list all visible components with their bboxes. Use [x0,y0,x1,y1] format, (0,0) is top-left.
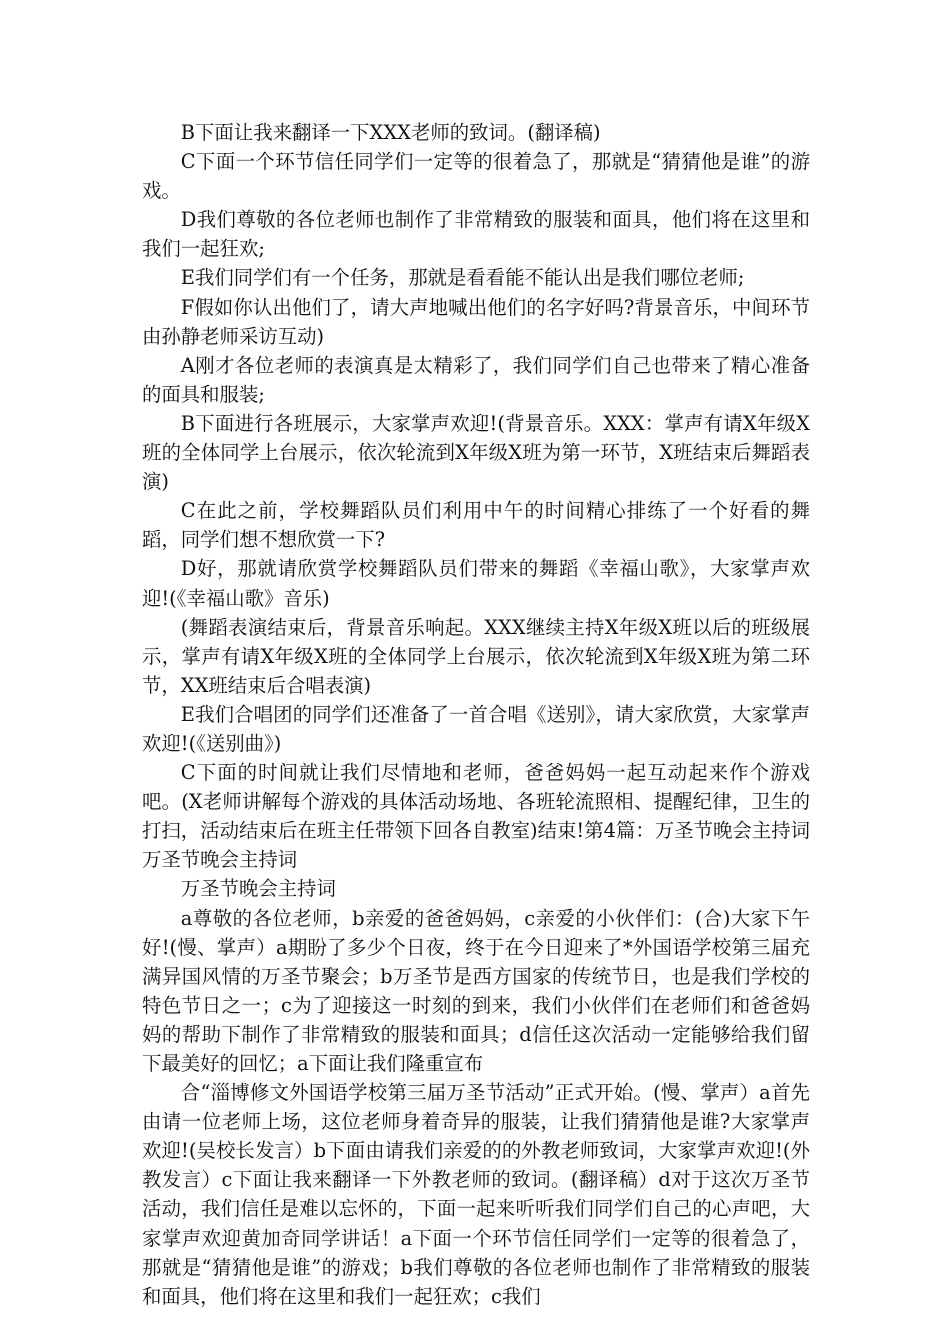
paragraph: C下面的时间就让我们尽情地和老师，爸爸妈妈一起互动起来作个游戏吧。(X老师讲解每个游戏的具体活动场地、各班轮流照相、提醒纪律，卫生的打扫，活动结束后在班主任带领下回各自教室)结束!第4篇：万圣节晚会主持词万圣节晚会主持词 [142,761,810,872]
paragraph: F假如你认出他们了，请大声地喊出他们的名字好吗?背景音乐，中间环节由孙静老师采访互动) [142,295,810,348]
paragraph: a尊敬的各位老师，b亲爱的爸爸妈妈，c亲爱的小伙伴们：(合)大家下午好!(慢、掌声）a期盼了多少个日夜，终于在今日迎来了*外国语学校第三届充满异国风情的万圣节聚会；b万圣节是西方国家的传统节日，也是我们学校的特色节日之一；c为了迎接这一时刻的到来，我们小伙伴们在老师们和爸爸妈妈的帮助下制作了非常精致的服装和面具；d信任这次活动一定能够给我们留下最美好的回忆；a下面让我们隆重宣布 [142,906,810,1075]
paragraph: C在此之前，学校舞蹈队员们利用中午的时间精心排练了一个好看的舞蹈，同学们想不想欣赏一下? [142,499,810,552]
paragraph: 合“淄博修文外国语学校第三届万圣节活动”正式开始。(慢、掌声）a首先由请一位老师上场，这位老师身着奇异的服装，让我们猜猜他是谁?大家掌声欢迎!(吴校长发言）b下面由请我们亲爱的的外教老师致词，大家掌声欢迎!(外教发言）c下面让我来翻译一下外教老师的致词。(翻译稿）d对于这次万圣节活动，我们信任是难以忘怀的，下面一起来听听我们同学们自己的心声吧，大家掌声欢迎黄加奇同学讲话！a下面一个环节信任同学们一定等的很着急了，那就是“猜猜他是谁”的游戏；b我们尊敬的各位老师也制作了非常精致的服装和面具，他们将在这里和我们一起狂欢；c我们 [142,1081,810,1308]
section-heading: 万圣节晚会主持词 [180,877,336,901]
paragraph: C下面一个环节信任同学们一定等的很着急了，那就是“猜猜他是谁”的游戏。 [142,150,810,203]
paragraph: E我们同学们有一个任务，那就是看看能不能认出是我们哪位老师; [180,266,745,290]
paragraph: B下面进行各班展示，大家掌声欢迎!(背景音乐。XXX：掌声有请X年级X班的全体同学上台展示，依次轮流到X年级X班为第一环节，X班结束后舞蹈表演) [142,411,810,494]
paragraph: D好，那就请欣赏学校舞蹈队员们带来的舞蹈《幸福山歌》，大家掌声欢迎!(《幸福山歌》音乐) [142,557,810,610]
paragraph: D我们尊敬的各位老师也制作了非常精致的服装和面具，他们将在这里和我们一起狂欢; [142,208,810,261]
document-page [142,118,810,1311]
paragraph: A刚才各位老师的表演真是太精彩了，我们同学们自己也带来了精心准备的面具和服装; [142,353,810,406]
paragraph: B下面让我来翻译一下XXX老师的致词。(翻译稿) [180,121,601,144]
paragraph: (舞蹈表演结束后，背景音乐响起。XXX继续主持X年级X班以后的班级展示，掌声有请X年级X班的全体同学上台展示，依次轮流到X年级X班为第二环节，XX班结束后合唱表演) [142,615,810,697]
paragraph: E我们合唱团的同学们还准备了一首合唱《送别》，请大家欣赏，大家掌声欢迎!(《送别曲》) [142,702,810,755]
